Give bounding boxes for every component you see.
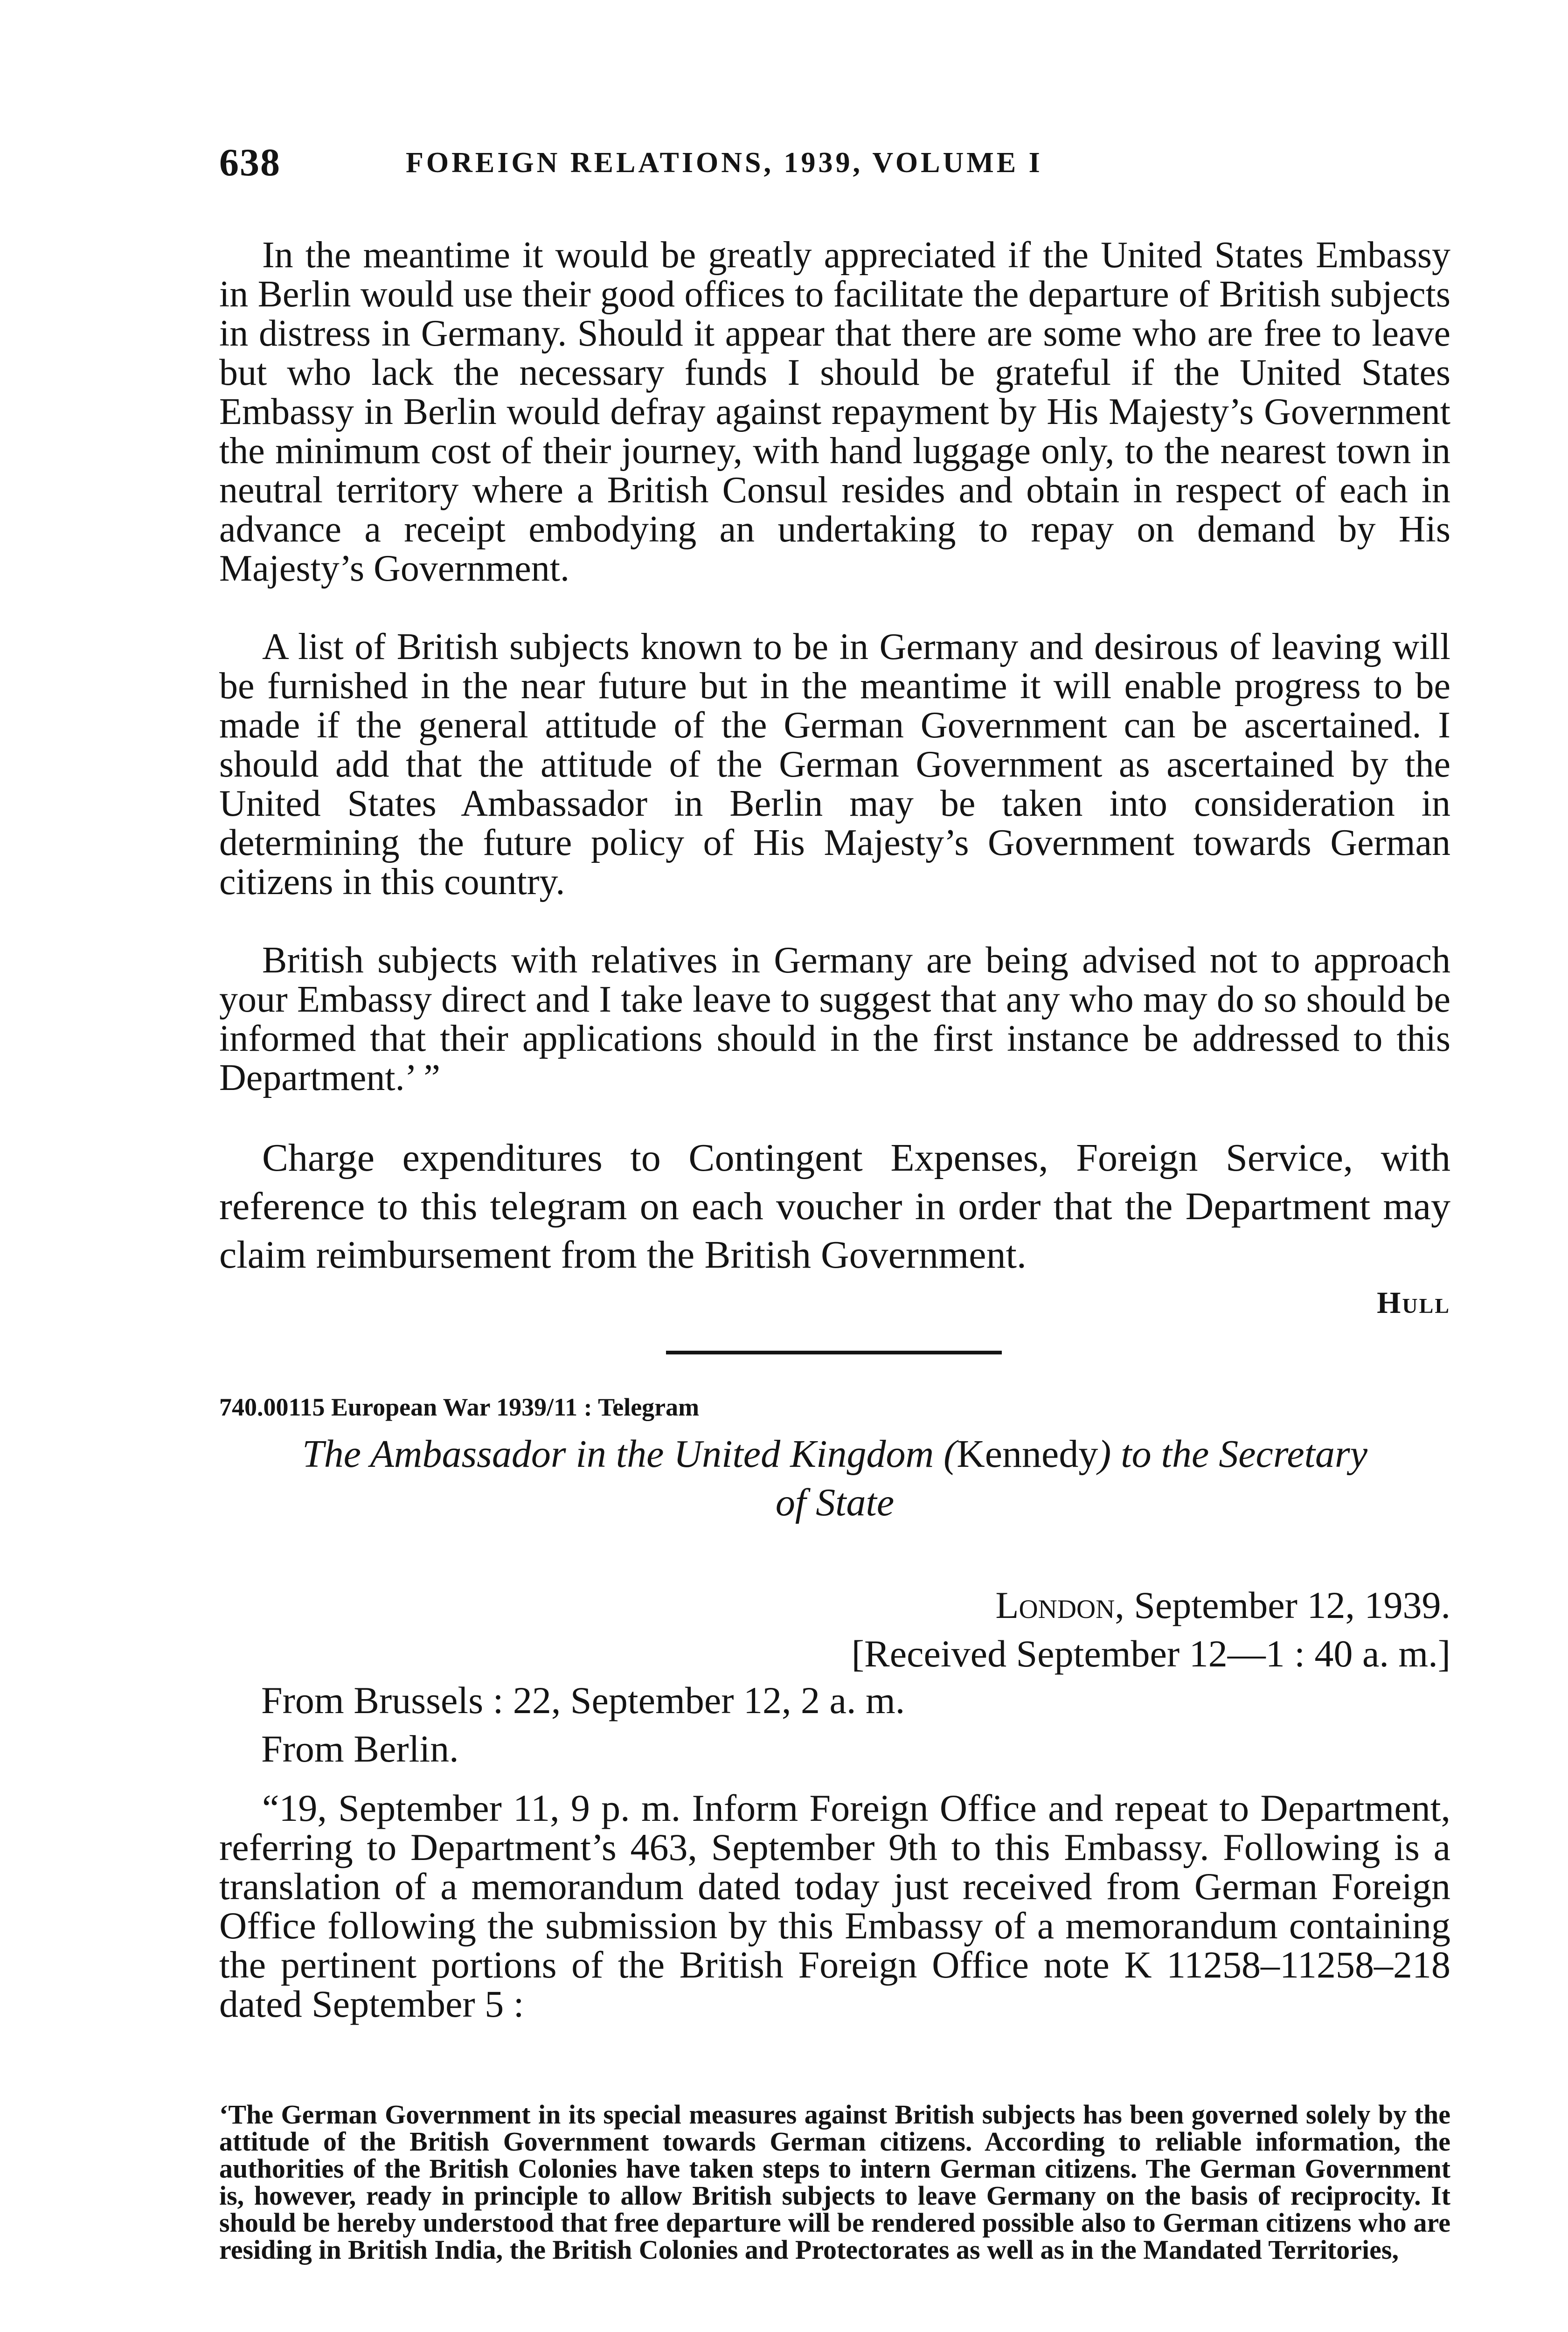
title-part-b: ) to the Secretary	[1098, 1432, 1367, 1476]
running-head	[219, 140, 1450, 196]
from-brussels: From Brussels : 22, September 12, 2 a. m.	[261, 1679, 905, 1721]
title-name: Kennedy	[957, 1432, 1098, 1476]
paragraph-list-of-subjects: A list of British subjects known to be in Germany and desirous of leaving will be furnished in the near future but in the meantime it will enable progress to be made if the general attitude of the German Government can be ascertained. I should add that the attitude of the German Government as ascertained by the United States Ambassador in Berlin may be taken into consideration in determining the future policy of His Majesty’s Government towards German citizens in this country.	[219, 626, 1450, 902]
dateline-received: [Received September 12—1 : 40 a. m.]	[851, 1632, 1450, 1675]
title-part-a: The Ambassador in the United Kingdom (	[302, 1432, 957, 1476]
telegram-origin	[261, 1676, 905, 1773]
document-title	[219, 1430, 1450, 1527]
title-line-2: of State	[775, 1481, 895, 1524]
paragraph-charge-expenditures: Charge expenditures to Contingent Expenses, Foreign Service, with reference to this telegram on each voucher in order that the Department may claim reimbursement from the British Government.	[219, 1136, 1450, 1277]
running-title: FOREIGN RELATIONS, 1939, VOLUME I	[406, 147, 1043, 179]
page-number: 638	[219, 141, 281, 184]
paragraph-telegram-19: “19, September 11, 9 p. m. Inform Foreign Office and repeat to Department, referring to Department’s 463, September 9th to this Embassy. Following is a translation of a memorandum dated today just received from German Foreign Office following the submission by this Embassy of a memorandum containing the pertinent portions of the British Foreign Office note K 11258–11258–218 dated September 5 :	[219, 1787, 1450, 2025]
dateline-date: , September 12, 1939.	[1115, 1584, 1450, 1626]
file-reference: 740.00115 European War 1939/11 : Telegram	[219, 1393, 700, 1421]
section-divider	[666, 1351, 1002, 1354]
signature-hull: Hull	[1377, 1286, 1450, 1320]
paragraph-distress-departure: In the meantime it would be greatly appreciated if the United States Embassy in Berlin would use their good offices to facilitate the departure of British subjects in distress in Germany. Should it appear that there are some who are free to leave but who lack the necessary funds I should be grateful if the United States Embassy in Berlin would defray against repayment by His Majesty’s Government the minimum cost of their journey, with hand luggage only, to the nearest town in neutral territory where a British Consul resides and obtain in respect of each in advance a receipt embodying an undertaking to repay on demand by His Majesty’s Government.	[219, 235, 1450, 589]
paragraph-german-memorandum: ‘The German Government in its special measures against British subjects has been governed solely by the attitude of the British Government towards German citizens. According to reliable information, the authorities of the British Colonies have taken steps to intern German citizens. The German Government is, however, ready in principle to allow British subjects to leave Germany on the basis of reciprocity. It should be hereby understood that free departure will be rendered possible also to German citizens who are residing in British India, the British Colonies and Protectorates as well as in the Mandated Territories,	[219, 2099, 1450, 2265]
paragraph-relatives-advice: British subjects with relatives in Germany are being advised not to approach your Embassy direct and I take leave to suggest that any who may do so should be informed that their applications should in the first instance be addressed to this Department.’ ”	[219, 940, 1450, 1098]
dateline-city: London	[995, 1584, 1115, 1626]
dateline-sent	[852, 1581, 1450, 1630]
dateline	[852, 1581, 1450, 1678]
from-berlin: From Berlin.	[261, 1728, 459, 1770]
